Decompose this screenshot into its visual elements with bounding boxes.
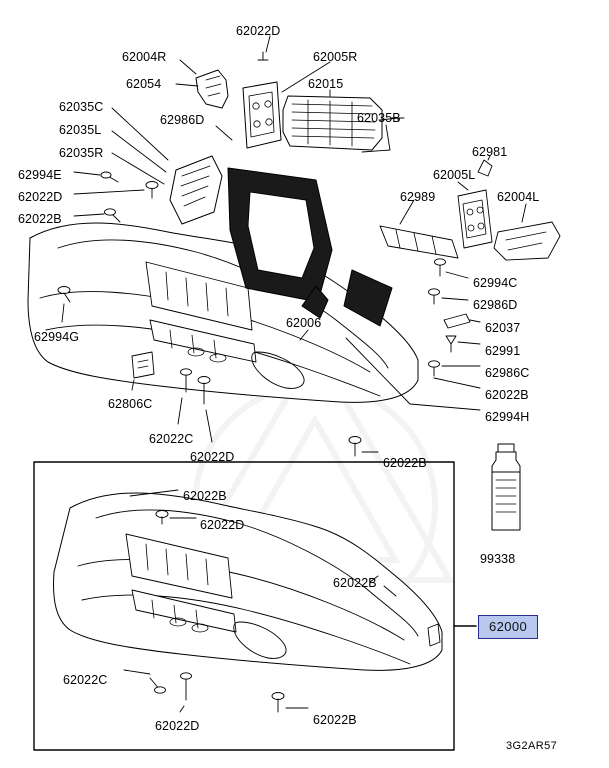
label-62994g: 62994G — [34, 330, 80, 344]
label-62994e: 62994E — [18, 168, 62, 182]
label-62004r: 62004R — [122, 50, 167, 64]
label-62022b-left: 62022B — [18, 212, 62, 226]
label-62022b-mid: 62022B — [383, 456, 427, 470]
label-62022d-left: 62022D — [18, 190, 63, 204]
label-62991: 62991 — [485, 344, 521, 358]
label-62022c-bottom: 62022C — [63, 673, 108, 687]
label-62006: 62006 — [286, 316, 322, 330]
figure-code: 3G2AR57 — [506, 740, 558, 752]
label-62015: 62015 — [308, 77, 344, 91]
label-99338: 99338 — [480, 552, 516, 566]
label-62994c: 62994C — [473, 276, 518, 290]
label-62022d-mid: 62022D — [190, 450, 235, 464]
label-62022d-bottom-2: 62022D — [155, 719, 200, 733]
label-62022b-bottom-3: 62022B — [313, 713, 357, 727]
label-62986d-top: 62986D — [160, 113, 205, 127]
label-62037: 62037 — [485, 321, 521, 335]
label-62989: 62989 — [400, 190, 436, 204]
label-62005r: 62005R — [313, 50, 358, 64]
label-62981: 62981 — [472, 145, 508, 159]
label-62806c: 62806C — [108, 397, 153, 411]
label-62994h: 62994H — [485, 410, 530, 424]
label-62035b: 62035B — [357, 111, 401, 125]
highlighted-part-62000[interactable]: 62000 — [478, 615, 538, 639]
label-62035l: 62035L — [59, 123, 102, 137]
label-62022d-top: 62022D — [236, 24, 281, 38]
label-62054: 62054 — [126, 77, 162, 91]
label-62986d-right: 62986D — [473, 298, 518, 312]
label-62022c-top: 62022C — [149, 432, 194, 446]
label-62022b-bottom-2: 62022B — [333, 576, 377, 590]
label-62035r: 62035R — [59, 146, 104, 160]
label-62004l: 62004L — [497, 190, 540, 204]
label-62986c: 62986C — [485, 366, 530, 380]
label-62022d-bottom-1: 62022D — [200, 518, 245, 532]
label-62005l: 62005L — [433, 168, 476, 182]
label-62035c: 62035C — [59, 100, 104, 114]
label-62022b-right: 62022B — [485, 388, 529, 402]
label-62022b-bottom-1: 62022B — [183, 489, 227, 503]
